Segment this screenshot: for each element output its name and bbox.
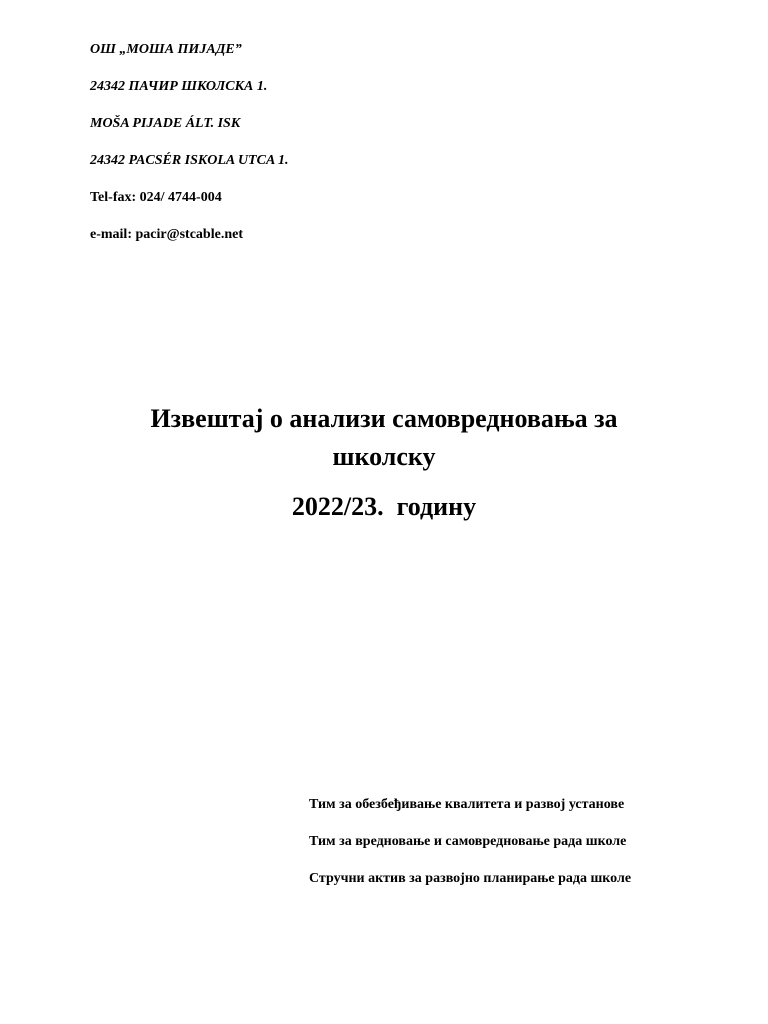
document-title [0,400,768,526]
school-telfax: Tel-fax: 024/ 4744-004 [90,190,222,205]
team-quality-assurance: Тим за обезбеђивање квалитета и развој установе [309,797,625,812]
title-year: 2022/23. годину [291,492,477,521]
school-name-hungarian: MOŠA PIJADE ÁLT. ISK [90,116,241,131]
school-address-cyrillic: 24342 ПАЧИР ШКОЛСКА 1. [90,79,268,94]
school-header [90,40,590,262]
teams-list [309,795,749,906]
team-self-evaluation: Тим за вредновање и самовредновање рада школе [309,834,627,849]
school-name-cyrillic: ОШ „МОША ПИЈАДЕ” [90,42,242,57]
school-email: e-mail: pacir@stcable.net [90,227,243,242]
school-address-hungarian: 24342 PACSÉR ISKOLA UTCA 1. [90,153,289,168]
team-development-planning: Стручни актив за развојно планирање рада школе [309,871,632,886]
title-main: Извештај о анализи самовредновања за школску [150,404,618,471]
